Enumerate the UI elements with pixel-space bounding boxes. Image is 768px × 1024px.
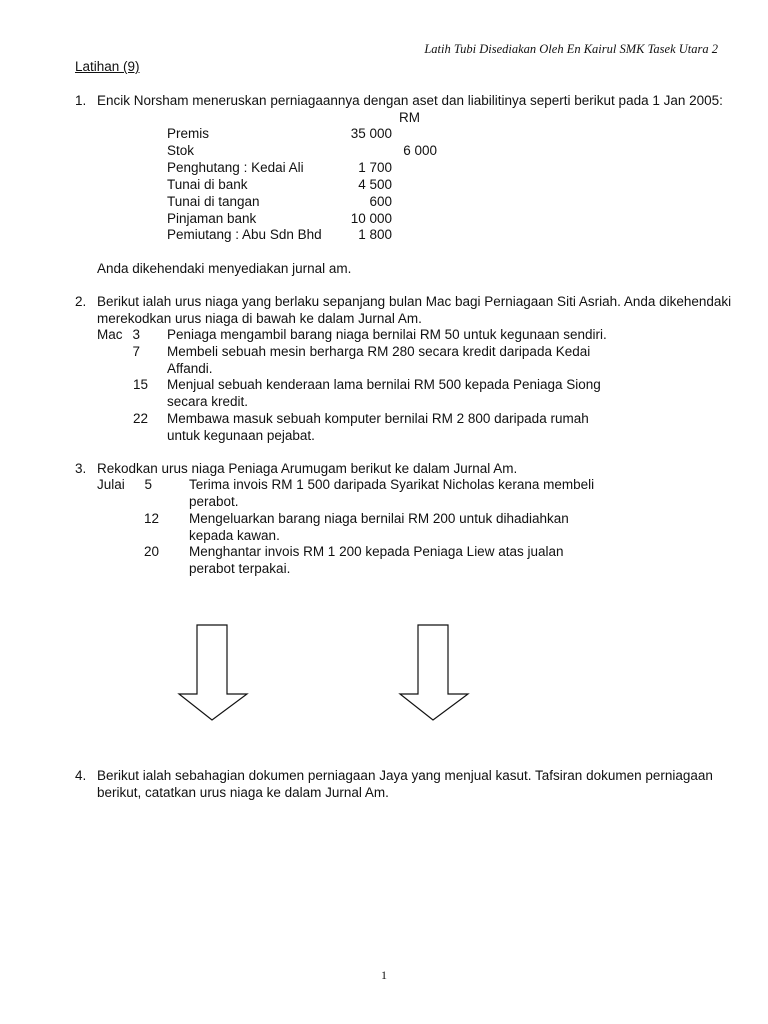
transaction-day: 15 (132, 377, 148, 392)
asset-name: Tunai di bank (167, 177, 248, 192)
transaction-desc: Membeli sebuah mesin berharga RM 280 secara kredit daripada Kedai (167, 344, 591, 359)
asset-name: Penghutang : Kedai Ali (167, 160, 304, 175)
question-number: 4. (75, 768, 87, 783)
down-arrow-icon (176, 624, 250, 722)
asset-name: Tunai di tangan (167, 194, 260, 209)
asset-row (167, 160, 437, 177)
question-text: Berikut ialah urus niaga yang berlaku sepanjang bulan Mac bagi Perniagaan Siti Asriah. Anda dikehendaki (97, 294, 732, 309)
transaction-desc-cont: untuk kegunaan pejabat. (167, 428, 315, 443)
currency-header: RM (399, 110, 420, 125)
question-text-cont: merekodkan urus niaga di bawah ke dalam Jurnal Am. (97, 311, 422, 326)
transaction-day: 7 (132, 344, 140, 359)
month-label: Mac (97, 327, 123, 342)
asset-row (167, 177, 437, 194)
transaction-desc-cont: secara kredit. (167, 394, 249, 409)
transaction-desc: Peniaga mengambil barang niaga bernilai RM 50 untuk kegunaan sendiri. (167, 327, 607, 342)
question-text: Rekodkan urus niaga Peniaga Arumugam berikut ke dalam Jurnal Am. (97, 461, 518, 476)
asset-amount: 6 000 (403, 143, 437, 158)
transaction-desc: Mengeluarkan barang niaga bernilai RM 200 untuk dihadiahkan (189, 511, 569, 526)
question-text: Encik Norsham meneruskan perniagaannya dengan aset dan liabilitinya seperti berikut pada 1 Jan 2005: (97, 93, 723, 108)
transaction-day: 3 (132, 327, 140, 342)
transaction-desc-cont: perabot. (189, 494, 239, 509)
asset-amount: 35 000 (350, 126, 392, 141)
transaction-day: 5 (144, 477, 152, 492)
asset-amount: 1 700 (358, 160, 392, 175)
asset-row (167, 194, 437, 211)
page-number: 1 (381, 968, 387, 982)
question-number: 2. (75, 294, 87, 309)
asset-name: Stok (167, 143, 195, 158)
transaction-day: 12 (143, 511, 159, 526)
transaction-desc: Terima invois RM 1 500 daripada Syarikat Nicholas kerana membeli (189, 477, 595, 492)
asset-name: Pinjaman bank (167, 211, 257, 226)
transaction-desc: Menjual sebuah kenderaan lama bernilai RM 500 kepada Peniaga Siong (167, 377, 601, 392)
asset-row (167, 227, 437, 244)
asset-amount: 1 800 (358, 227, 392, 242)
asset-amount: 10 000 (350, 211, 392, 226)
asset-row (167, 211, 437, 228)
transaction-day: 22 (132, 411, 148, 426)
asset-amount: 4 500 (358, 177, 392, 192)
transaction-day: 20 (143, 544, 159, 559)
q1-instruction: Anda dikehendaki menyediakan jurnal am. (97, 261, 352, 276)
question-text: Berikut ialah sebahagian dokumen perniagaan Jaya yang menjual kasut. Tafsiran dokumen perniagaan (97, 768, 713, 783)
asset-name: Pemiutang : Abu Sdn Bhd (167, 227, 322, 242)
question-number: 1. (75, 93, 87, 108)
asset-name: Premis (167, 126, 210, 141)
asset-row (167, 143, 437, 160)
transaction-desc: Membawa masuk sebuah komputer bernilai RM 2 800 daripada rumah (167, 411, 589, 426)
transaction-desc-cont: kepada kawan. (189, 528, 280, 543)
question-number: 3. (75, 461, 87, 476)
page-header: Latih Tubi Disediakan Oleh En Kairul SMK Tasek Utara 2 (424, 42, 718, 56)
transaction-desc: Menghantar invois RM 1 200 kepada Peniaga Liew atas jualan (189, 544, 564, 559)
exercise-title: Latihan (9) (75, 59, 140, 74)
transaction-desc-cont: Affandi. (167, 361, 213, 376)
down-arrow-icon (397, 624, 471, 722)
month-label: Julai (97, 477, 125, 492)
transaction-desc-cont: perabot terpakai. (189, 561, 291, 576)
question-text-cont: berikut, catatkan urus niaga ke dalam Jurnal Am. (97, 785, 389, 800)
asset-row (167, 126, 437, 143)
asset-amount: 600 (369, 194, 392, 209)
